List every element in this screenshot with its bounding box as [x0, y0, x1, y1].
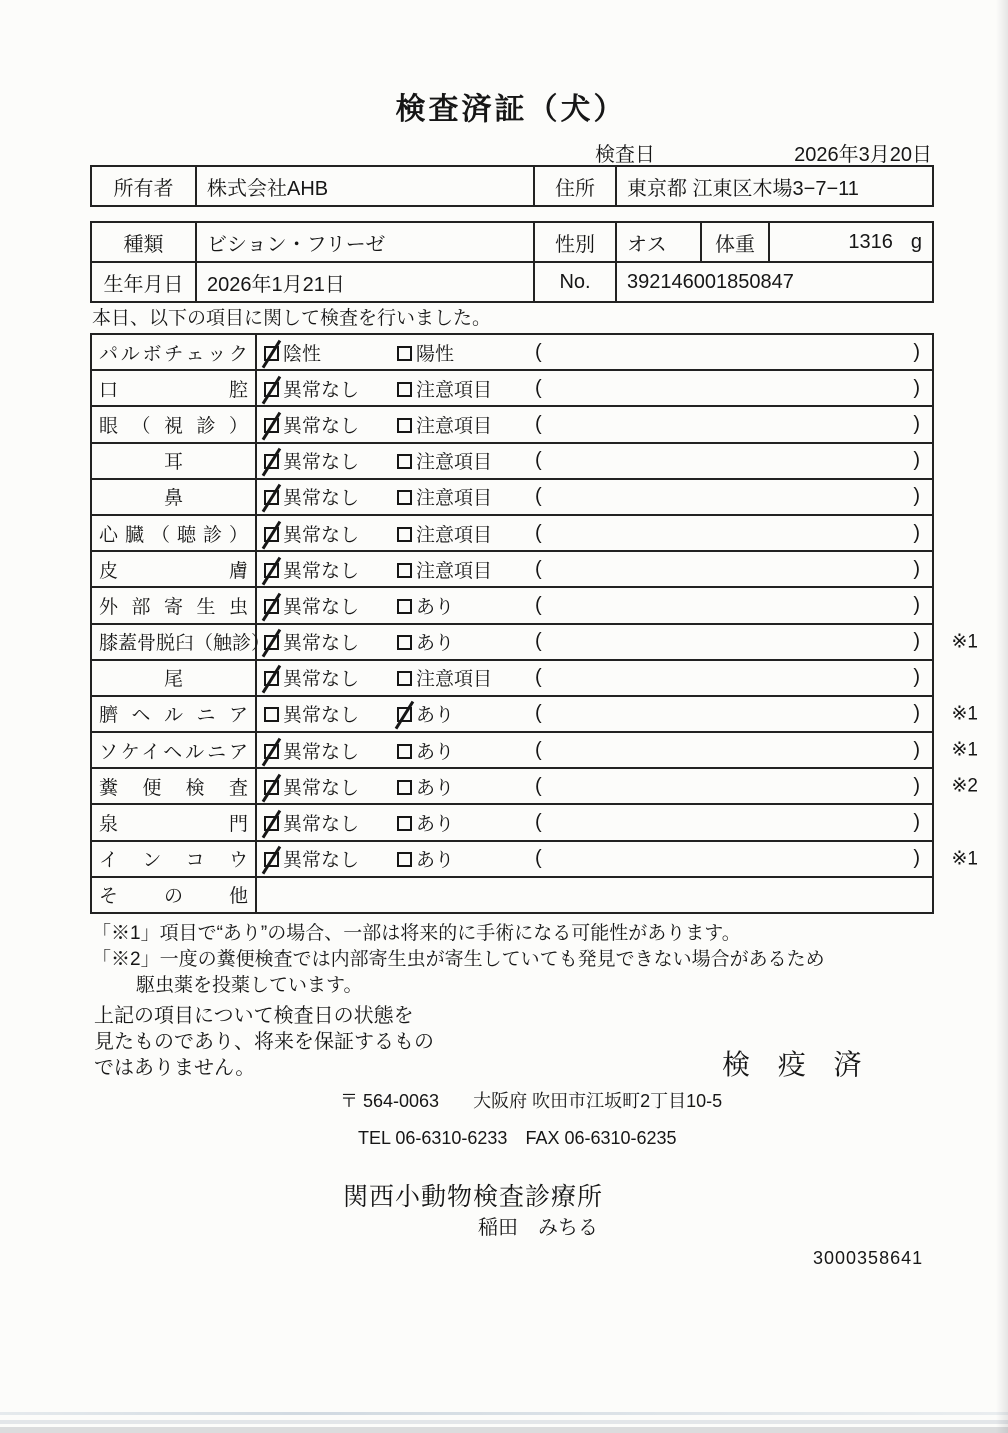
checklist-item-name: インコウ — [91, 841, 256, 877]
option-label: 異常なし — [283, 850, 360, 872]
owner-info-table — [90, 165, 934, 207]
breed-value: ビション・フリーゼ — [196, 222, 534, 262]
inspection-date-row — [90, 138, 932, 166]
checklist-option-2 — [397, 520, 535, 547]
row-note: ※1 — [951, 848, 978, 870]
postal-code: 〒 564-0063 — [340, 1091, 440, 1111]
paren-close: ) — [913, 630, 920, 653]
checklist-options — [257, 664, 932, 691]
checklist-item-name: 尾 — [91, 660, 256, 696]
option-label: 異常なし — [283, 488, 360, 510]
paren-open: ( — [535, 811, 542, 834]
checklist-table — [90, 333, 978, 914]
checkbox-icon — [264, 671, 279, 686]
option-label: 異常なし — [283, 669, 360, 691]
checkbox-icon — [397, 527, 412, 542]
scan-artifact-line — [0, 1420, 1008, 1424]
quarantine-stamp: 検 疫 済 — [722, 1049, 872, 1080]
serial-number: 3000358641 — [813, 1248, 924, 1268]
paren-close: ) — [913, 521, 920, 544]
examiner-name: 稲田 みちる — [478, 1217, 598, 1239]
checklist-option-2 — [397, 556, 535, 583]
option-label: 異常なし — [283, 633, 360, 655]
document-title: 検査済証（犬） — [395, 93, 627, 126]
paren-open: ( — [535, 412, 542, 435]
checklist-option-2 — [397, 664, 535, 691]
checklist-options — [257, 339, 932, 366]
checklist-option-2 — [397, 411, 535, 438]
option-label: 注意項目 — [416, 452, 493, 474]
checkbox-icon — [397, 780, 412, 795]
checklist-option-1 — [264, 737, 397, 764]
checkbox-icon — [397, 346, 412, 361]
checkbox-icon — [264, 852, 279, 867]
paren-open: ( — [535, 485, 542, 508]
sex-value: オス — [616, 222, 701, 262]
disclaimer-text — [94, 1003, 434, 1081]
checklist-options — [257, 556, 932, 583]
checklist-row — [91, 370, 933, 406]
checkbox-icon — [264, 635, 279, 650]
option-label: 注意項目 — [416, 524, 493, 546]
tel-number: TEL 06-6310-6233 — [358, 1128, 508, 1148]
checklist-item-name: 眼（視診） — [91, 406, 256, 442]
birth-value: 2026年1月21日 — [196, 262, 534, 302]
checklist-option-2 — [397, 737, 535, 764]
option-label: あり — [416, 814, 455, 836]
option-label: 異常なし — [283, 560, 360, 582]
paren-open: ( — [535, 593, 542, 616]
checklist-item-name: 鼻 — [91, 479, 256, 515]
checklist-option-1 — [264, 700, 397, 727]
checkbox-icon — [397, 671, 412, 686]
pet-info-table — [90, 221, 934, 303]
option-label: 異常なし — [283, 379, 360, 401]
checklist-item-name: 膝蓋骨脱臼（触診） — [91, 624, 256, 660]
tel-fax-row — [358, 1128, 677, 1149]
paren-close: ) — [913, 811, 920, 834]
checklist-row — [91, 551, 933, 587]
checklist-options — [257, 483, 932, 510]
checklist-options — [257, 411, 932, 438]
checkbox-icon — [397, 454, 412, 469]
checkbox-icon — [397, 490, 412, 505]
checklist-option-2 — [397, 773, 535, 800]
paren-close: ) — [913, 376, 920, 399]
address-value: 東京都 江東区木場3−7−11 — [616, 166, 933, 206]
checkbox-icon — [397, 563, 412, 578]
checklist-item-name: 皮膚 — [91, 551, 256, 587]
checklist-item-name: 口腔 — [91, 370, 256, 406]
checkbox-icon — [264, 454, 279, 469]
paren-close: ) — [913, 412, 920, 435]
paren-close: ) — [913, 847, 920, 870]
inspection-date-value: 2026年3月20日 — [794, 144, 932, 166]
scan-right-edge — [996, 0, 1008, 1433]
checklist-option-1 — [264, 520, 397, 547]
row-note: ※1 — [951, 739, 978, 761]
paren-open: ( — [535, 666, 542, 689]
checklist-option-1 — [264, 411, 397, 438]
checklist-row — [91, 804, 933, 840]
checklist-option-2 — [397, 339, 535, 366]
paren-open: ( — [535, 847, 542, 870]
checklist-options — [257, 700, 932, 727]
checkbox-icon — [264, 707, 279, 722]
option-label: 陰性 — [283, 343, 322, 365]
checklist-row — [91, 334, 933, 370]
paren-close: ) — [913, 557, 920, 580]
checklist-item-name: 泉門 — [91, 804, 256, 840]
paren-open: ( — [535, 376, 542, 399]
option-label: あり — [416, 741, 455, 763]
checklist-option-2 — [397, 845, 535, 872]
disclaimer-line3: ではありません。 — [94, 1057, 256, 1079]
checklist-option-1 — [264, 339, 397, 366]
paren-open: ( — [535, 738, 542, 761]
option-label: あり — [416, 633, 455, 655]
option-label: 注意項目 — [416, 415, 493, 437]
checkbox-icon — [397, 852, 412, 867]
option-label: 注意項目 — [416, 560, 493, 582]
checkbox-icon — [397, 382, 412, 397]
owner-label: 所有者 — [91, 166, 196, 206]
scan-bottom-edge — [0, 1427, 1008, 1433]
checklist-options — [257, 375, 932, 402]
checklist-row — [91, 660, 933, 696]
checklist-item-name: ソケイヘルニア — [91, 732, 256, 768]
paren-open: ( — [535, 630, 542, 653]
option-label: 異常なし — [283, 596, 360, 618]
disclaimer-line1: 上記の項目について検査日の状態を — [94, 1005, 414, 1027]
checklist-row — [91, 587, 933, 623]
breed-label: 種類 — [91, 222, 196, 262]
checklist-options — [257, 737, 932, 764]
checkbox-icon — [264, 744, 279, 759]
paren-close: ) — [913, 340, 920, 363]
checklist-item-name: 心臓（聴診） — [91, 515, 256, 551]
no-label: No. — [534, 262, 616, 302]
checklist-option-1 — [264, 845, 397, 872]
checkbox-icon — [397, 418, 412, 433]
option-label: 異常なし — [283, 741, 360, 763]
clinic-name: 関西小動物検査診療所 — [343, 1183, 604, 1211]
disclaimer-line2: 見たものであり、将来を保証するもの — [94, 1031, 434, 1053]
checklist-row — [91, 515, 933, 551]
owner-row — [91, 166, 933, 206]
checklist-option-2 — [397, 809, 535, 836]
checkbox-icon — [397, 707, 412, 722]
option-label: 異常なし — [283, 415, 360, 437]
checklist-option-1 — [264, 592, 397, 619]
clinic-address: 大阪府 吹田市江坂町2丁目10-5 — [473, 1091, 723, 1111]
checkbox-icon — [264, 780, 279, 795]
checklist-option-2 — [397, 375, 535, 402]
checkbox-icon — [397, 635, 412, 650]
paren-open: ( — [535, 340, 542, 363]
row-note: ※1 — [951, 703, 978, 725]
checklist-option-1 — [264, 773, 397, 800]
checklist-row — [91, 443, 933, 479]
checklist-row — [91, 696, 933, 732]
checklist-options — [257, 845, 932, 872]
birth-label: 生年月日 — [91, 262, 196, 302]
checklist-item-name: 臍ヘルニア — [91, 696, 256, 732]
birth-row — [91, 262, 933, 302]
checklist-option-1 — [264, 447, 397, 474]
checkbox-icon — [264, 346, 279, 361]
option-label: 異常なし — [283, 524, 360, 546]
address-label: 住所 — [534, 166, 616, 206]
paren-open: ( — [535, 702, 542, 725]
paren-close: ) — [913, 593, 920, 616]
sex-label: 性別 — [534, 222, 616, 262]
checklist-item-name: 耳 — [91, 443, 256, 479]
checklist-options — [257, 628, 932, 655]
checkbox-icon — [264, 382, 279, 397]
fax-number: FAX 06-6310-6235 — [525, 1128, 677, 1148]
paren-open: ( — [535, 521, 542, 544]
option-label: あり — [416, 777, 455, 799]
checklist-item-name: その他 — [91, 877, 256, 913]
row-note: ※2 — [951, 775, 978, 797]
owner-value: 株式会社AHB — [196, 166, 534, 206]
row-note: ※1 — [951, 631, 978, 653]
no-value: 392146001850847 — [616, 262, 933, 302]
checklist-row — [91, 406, 933, 442]
checklist-row — [91, 877, 933, 913]
checkbox-icon — [264, 563, 279, 578]
checklist-row — [91, 732, 933, 768]
option-label: 注意項目 — [416, 488, 493, 510]
checkbox-icon — [264, 490, 279, 505]
checkbox-icon — [264, 599, 279, 614]
option-label: 異常なし — [283, 705, 360, 727]
option-label: あり — [416, 596, 455, 618]
postal-address-row — [340, 1087, 722, 1113]
paren-close: ) — [913, 485, 920, 508]
checklist-row — [91, 624, 933, 660]
checkbox-icon — [264, 418, 279, 433]
option-label: 注意項目 — [416, 379, 493, 401]
scan-artifact-line — [0, 1412, 1008, 1415]
option-label: 注意項目 — [416, 669, 493, 691]
checklist-row — [91, 768, 933, 804]
weight-label: 体重 — [701, 222, 769, 262]
checklist-option-2 — [397, 700, 535, 727]
checklist-row — [91, 841, 933, 877]
checklist-option-1 — [264, 375, 397, 402]
checklist-options — [257, 773, 932, 800]
checklist-options — [257, 809, 932, 836]
checkbox-icon — [397, 816, 412, 831]
checklist-option-1 — [264, 556, 397, 583]
checklist-item-name: 糞便検査 — [91, 768, 256, 804]
checklist-row — [91, 479, 933, 515]
paren-close: ) — [913, 738, 920, 761]
option-label: 陽性 — [416, 343, 455, 365]
option-label: 異常なし — [283, 777, 360, 799]
paren-close: ) — [913, 666, 920, 689]
weight-number: 1316 — [848, 230, 893, 253]
option-label: あり — [416, 850, 455, 872]
checkbox-icon — [397, 599, 412, 614]
paren-close: ) — [913, 774, 920, 797]
footnote-2-line2: 駆虫薬を投薬しています。 — [136, 975, 363, 996]
paren-open: ( — [535, 449, 542, 472]
checklist-option-1 — [264, 664, 397, 691]
checklist-options — [257, 592, 932, 619]
checklist-options — [257, 520, 932, 547]
checklist-options — [257, 447, 932, 474]
paren-open: ( — [535, 557, 542, 580]
intro-text: 本日、以下の項目に関して検査を行いました。 — [92, 308, 492, 329]
weight-value — [769, 222, 933, 262]
checklist-item-name: 外部寄生虫 — [91, 587, 256, 623]
checkbox-icon — [397, 744, 412, 759]
footnote-2-line1: 「※2」一度の糞便検査では内部寄生虫が寄生していても発見できない場合があるため — [92, 949, 825, 970]
checklist-option-1 — [264, 809, 397, 836]
inspection-date-label: 検査日 — [595, 144, 655, 166]
checkbox-icon — [264, 816, 279, 831]
paren-open: ( — [535, 774, 542, 797]
checklist-option-1 — [264, 483, 397, 510]
checklist-item-name: パルボチェック — [91, 334, 256, 370]
option-label: あり — [416, 705, 455, 727]
checklist-option-2 — [397, 628, 535, 655]
checklist-option-2 — [397, 483, 535, 510]
checkbox-icon — [264, 527, 279, 542]
paren-close: ) — [913, 449, 920, 472]
option-label: 異常なし — [283, 814, 360, 836]
checklist-option-2 — [397, 447, 535, 474]
option-label: 異常なし — [283, 452, 360, 474]
footnotes — [92, 922, 825, 998]
breed-row — [91, 222, 933, 262]
weight-unit: g — [910, 230, 922, 253]
checklist-option-1 — [264, 628, 397, 655]
paren-close: ) — [913, 702, 920, 725]
footnote-1: 「※1」項目で“あり”の場合、一部は将来的に手術になる可能性があります。 — [92, 923, 741, 944]
checklist-option-2 — [397, 592, 535, 619]
